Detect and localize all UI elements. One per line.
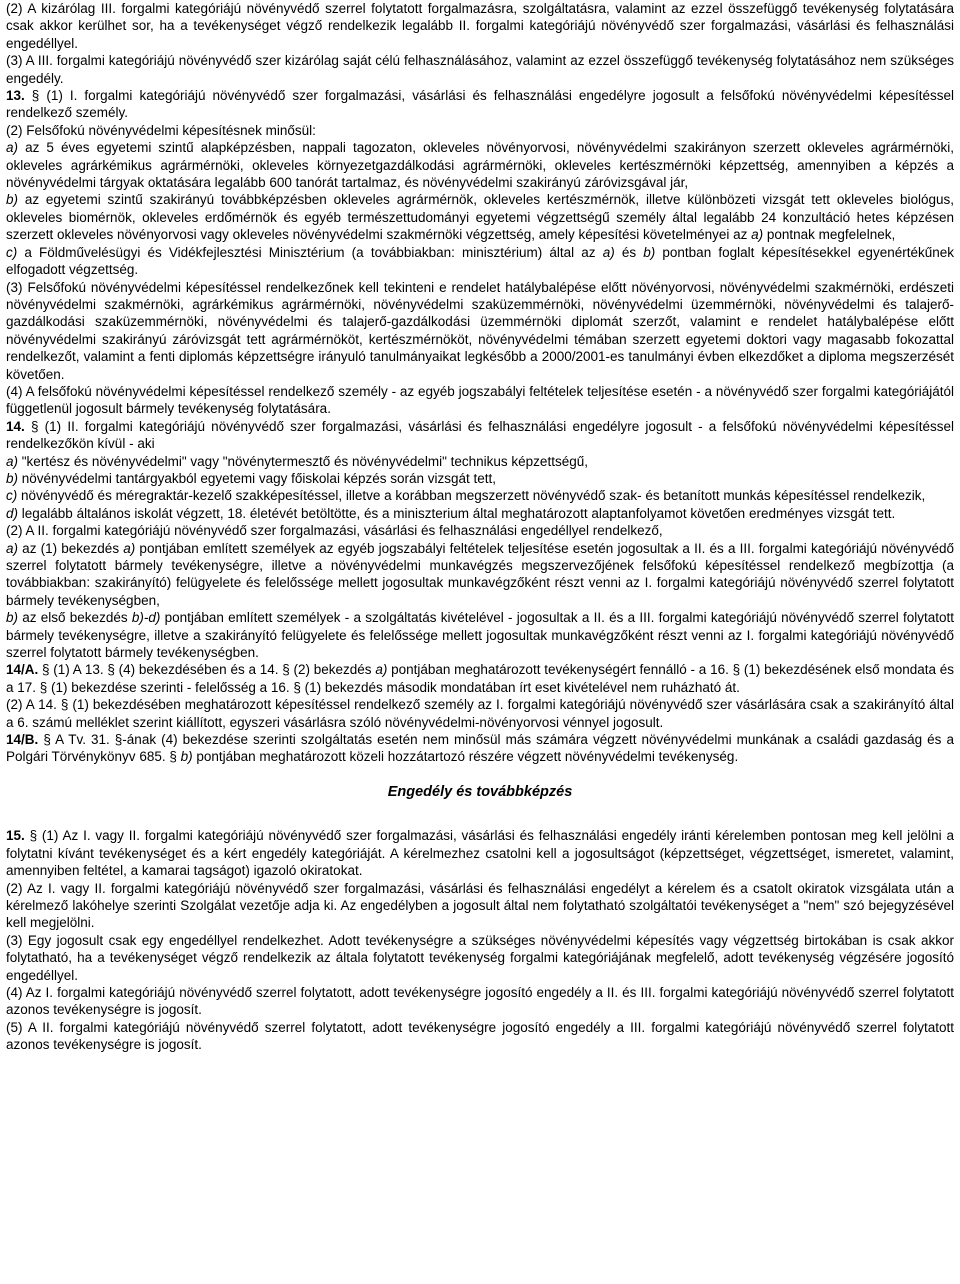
para-15-3-text: (3) Egy jogosult csak egy engedéllyel rendelkezhet. Adott tevékenységre a szükséges növényvédelmi képesítés vagy végzettség birtokában is csak akkor folytatható, ha a tevékenységet végző rendelkezik az általa folytatott tevékenység forgalmi kategóriájának megfelelő, adott tevékenység végzésére jogosító engedéllyel. xyxy=(6,932,954,983)
para-14a-1-text: § (1) A 13. § (4) bekezdésében és a 14. § (2) bekezdés xyxy=(38,662,376,678)
para-12-2 xyxy=(6,0,954,52)
para-12-3-text: (3) A III. forgalmi kategóriájú növényvédő szer kizárólag saját célú felhasználásához, valamint az ezzel összefüggő tevékenység folytatásához nem szükséges engedély. xyxy=(6,53,954,86)
para-14-2-b-text: b)-d) xyxy=(131,610,161,626)
para-13-2-b xyxy=(6,191,954,243)
para-14b-text: § A Tv. 31. §-ának (4) bekezdése szerinti szolgáltatás esetén nem minősül más számára végzett növényvédelmi munkának a családi gazdaság és a Polgári Törvénykönyv 685. § xyxy=(6,732,954,765)
para-14-1-d-text: legalább általános iskolát végzett, 18. életévét betöltötte, és a miniszterium által meghatározott alaptanfolyamot követően eredményes vizsgát tett. xyxy=(18,505,896,521)
para-13-2-b-text: az egyetemi szintű szakirányú továbbképzésben okleveles agrármérnök, okleveles kertészmérnök, illetve különbözeti vizsgát tett okleveles biológus, okleveles biomérnök, okleveles erdőmérnök és egyéb természettudományi egyetemi végzettségű személy által legalább 24 konzultáció hetes képzésen szerzett okleveles növényorvosi vagy okleveles növényvédelmi szakmérnöki végzettség, amely képesítési követelményei az xyxy=(6,192,954,243)
para-14-2-b xyxy=(6,609,954,661)
para-14-2 xyxy=(6,522,954,539)
para-14-1-text: § (1) II. forgalmi kategóriájú növényvédő szer forgalmazási, vásárlási és felhasználási engedélyre jogosult - a felsőfokú növényvédelmi képesítéssel rendelkezőkön kívül - aki xyxy=(6,418,954,452)
para-13-2-a xyxy=(6,139,954,191)
para-15-1 xyxy=(6,827,954,879)
para-13-3-text: (3) Felsőfokú növényvédelmi képesítéssel rendelkezőnek kell tekinteni e rendelet hatálybalépése előtt növényorvosi, növényvédelmi szakmérnöki, erdészeti növényvédelmi szakmérnöki, agrárkémikus agrármérnöki, növényvédelmi szaküzemmérnöki, növényvédelmi üzemmérnöki, növényvédelmi és talajerő-gazdálkodási szaküzemmérnöki, növényvédelmi és talajerő-gazdálkodási üzemmérnöki diplomát szerzőt, valamint e rendelet hatálybalépése előtt növényvédelmi szakirányú záróvizsgát tett agrármérnököt, kertészmérnököt, növényvédelmi témában szerzett egyetemi doktori vagy magasabb fokozattal rendelkezőt, valamint a fenti diplomás képzettségre irányuló tanulmányaikat legkésőbb a 2000/2001-es tanulmányi évben elkezdőket a diploma megszerzését követően. xyxy=(6,279,954,382)
para-14-2-a-text: a) xyxy=(123,540,136,556)
para-15-3 xyxy=(6,932,954,984)
document-body xyxy=(6,0,954,766)
para-13-2-a-text: az 5 éves egyetemi szintű alapképzésben, nappali tagozaton, okleveles növényorvosi, növényvédelmi szakirányon szerzett okleveles agrármérnöki, okleveles agrárkémikus agrármérnöki, okleveles környezetgazdálkodási agrármérnöki, okleveles kertészmérnöki képzettség, amennyiben a képzés a növényvédelmi tárgyak oktatására legalább 600 tanórát tartalmaz, és növényvédelmi szakirányú záróvizsgával jár, xyxy=(6,140,954,191)
para-13-3 xyxy=(6,279,954,383)
para-15-2 xyxy=(6,880,954,932)
para-14b-text: pontjában meghatározott közeli hozzátartozó részére végzett növényvédelmi tevékenység. xyxy=(192,749,739,765)
para-15-4 xyxy=(6,984,954,1019)
para-14-1-text: 14. xyxy=(6,418,25,434)
para-13-2-c-text: b) xyxy=(643,244,656,260)
para-15-1-text: 15. xyxy=(6,828,25,844)
para-15-5-text: (5) A II. forgalmi kategóriájú növényvédő szerrel folytatott, adott tevékenységre jogosító engedély a III. forgalmi kategóriájú növényvédő szerrel folytatott azonos tevékenységre is jogosít. xyxy=(6,1019,954,1053)
para-13-2-b-text: pontnak megfelelnek, xyxy=(763,227,896,243)
para-13-4-text: (4) A felsőfokú növényvédelmi képesítéssel rendelkező személy - az egyéb jogszabályi feltételek teljesítése esetén - a növényvédő szer forgalmi kategóriájától függetlenül jogosult bármely tevékenység folytatására. xyxy=(6,383,954,417)
para-12-3 xyxy=(6,52,954,87)
para-13-2-b-text: a) xyxy=(751,227,764,243)
para-15-1-text: § (1) Az I. vagy II. forgalmi kategóriájú növényvédő szer forgalmazási, vásárlási és felhasználási engedély iránti kérelemben pontosan meg kell jelölni a folytatni kívánt tevékenységet és a kért engedély kategóriáját. A kérelmezhez csatolni kell a jogosultságot (képzettséget, végzettséget, ismeretet, valamint, amennyiben feltétel, a kamarai tagságot) igazoló okiratokat. xyxy=(6,828,954,879)
para-13-2-c-text: pontban foglalt képesítésekkel egyenértékűnek elfogadott végzettség. xyxy=(6,244,954,278)
para-14-2-b-text: b) xyxy=(6,610,19,626)
para-13-2-c-text: és xyxy=(614,244,644,260)
para-14-1-b-text: b) xyxy=(6,470,19,486)
para-14-1 xyxy=(6,418,954,453)
para-14a-2-text: (2) A 14. § (1) bekezdésében meghatározott képesítéssel rendelkező személy az I. forgalmi kategóriájú növényvédő szer vásárlására csak a szakirányító által a 6. számú melléklet szerint kiállított, egyszeri vásárlásra szóló növényvédelmi-növényorvosi vénnyel jogosult. xyxy=(6,697,954,730)
para-13-1-text: 13. xyxy=(6,88,25,104)
para-14b xyxy=(6,731,954,766)
para-14-2-a-text: a) xyxy=(6,540,19,556)
para-14-1-a xyxy=(6,453,954,470)
para-14-2-text: (2) A II. forgalmi kategóriájú növényvédő szer forgalmazási, vásárlási és felhasználási engedéllyel rendelkező, xyxy=(6,523,663,539)
para-14-1-c-text: c) xyxy=(6,488,18,504)
para-14-1-b xyxy=(6,470,954,487)
para-13-2-a-text: a) xyxy=(6,140,19,156)
para-14-1-c xyxy=(6,487,954,504)
para-13-2-text: (2) Felsőfokú növényvédelmi képesítésnek minősül: xyxy=(6,122,316,138)
para-14a-1-text: 14/A. xyxy=(6,662,39,678)
para-13-2-c-text: a Földművelésügyi és Vidékfejlesztési Minisztérium (a továbbiakban: minisztérium) által az xyxy=(17,244,603,260)
para-15-5 xyxy=(6,1019,954,1054)
document-body-continued xyxy=(6,827,954,1053)
para-14-1-a-text: "kertész és növényvédelmi" vagy "növénytermesztő és növényvédelmi" technikus képzettségű, xyxy=(18,453,588,469)
para-12-2-text: (2) A kizárólag III. forgalmi kategóriájú növényvédő szerrel folytatott forgalmazásra, szolgáltatásra, valamint az ezzel összefüggő tevékenység folytatására csak akkor kerülhet sor, ha a tevékenységet végző rendelkezik legalább II. forgalmi kategóriájú növényvédő szer forgalmazási, vásárlási és felhasználási engedéllyel. xyxy=(6,1,954,51)
para-14-2-b-text: az első bekezdés xyxy=(18,610,132,626)
para-13-2-b-text: b) xyxy=(6,192,19,208)
para-14-1-a-text: a) xyxy=(6,453,19,469)
para-13-2-c-text: c) xyxy=(6,244,18,260)
para-14-2-a xyxy=(6,540,954,610)
para-14-1-d-text: d) xyxy=(6,505,19,521)
para-13-1-text: § (1) I. forgalmi kategóriájú növényvédő szer forgalmazási, vásárlási és felhasználási engedélyre jogosult a felsőfokú növényvédelmi képesítéssel rendelkező személy. xyxy=(6,88,954,121)
para-14a-1 xyxy=(6,661,954,696)
para-14-2-a-text: pontjában említett személyek az egyéb jogszabályi feltételek teljesítése esetén jogosultak a II. és a III. forgalmi kategóriájú növényvédő szerrel folytatott bármely tevékenységre, illetve a növényvédelmi munkavégzés megszervezőjének felsőfokú képesítéssel rendelkező megbízottja (a továbbiakban: szakirányító) felügyelete és felelőssége mellett jogosultak munkavégzőként részt venni az I. forgalmi kategóriájú növényvédő szerrel folytatott bármely tevékenységben, xyxy=(6,540,954,608)
para-13-2 xyxy=(6,122,954,139)
para-13-2-c xyxy=(6,244,954,279)
para-14-1-d xyxy=(6,505,954,522)
para-13-2-c-text: a) xyxy=(602,244,615,260)
section-heading: Engedély és továbbképzés xyxy=(387,783,573,800)
para-14b-text: b) xyxy=(180,749,193,765)
para-13-4 xyxy=(6,383,954,418)
para-13-1 xyxy=(6,87,954,122)
para-14-2-b-text: pontjában említett személyek - a szolgáltatás kivételével - jogosultak a II. és a III. forgalmi kategóriájú növényvédő szerrel folytatott bármely tevékenységre, illetve a szakirányító felügyelete és felelőssége mellett jogosultak munkavégzőként részt venni az I. forgalmi kategóriájú növényvédő szerrel folytatott bármely tevékenységben. xyxy=(6,610,954,661)
para-14-1-c-text: növényvédő és méregraktár-kezelő szakképesítéssel, illetve a korábban megszerzett növényvédő szak- és betanított munkás képesítéssel rendelkezik, xyxy=(17,488,926,504)
para-15-4-text: (4) Az I. forgalmi kategóriájú növényvédő szerrel folytatott, adott tevékenységre jogosító engedély a II. és III. forgalmi kategóriájú növényvédő szerrel folytatott azonos tevékenységre is jogosít. xyxy=(6,984,954,1018)
para-14a-1-text: a) xyxy=(375,662,388,678)
para-15-2-text: (2) Az I. vagy II. forgalmi kategóriájú növényvédő szer forgalmazási, vásárlási és felhasználási engedélyt a kérelem és a csatolt okiratok vizsgálata után a kérelmező lakóhelye szerinti Szolgálat vezetője adja ki. Az engedélyben a jogosult által nem folytatható szolgáltatói tevékenységet a "nem" szó bejegyzésével kell megjelölni. xyxy=(6,880,954,931)
para-14-2-a-text: az (1) bekezdés xyxy=(18,540,124,556)
para-14b-text: 14/B. xyxy=(6,732,39,748)
para-14a-2 xyxy=(6,696,954,731)
para-14-1-b-text: növényvédelmi tantárgyakból egyetemi vagy főiskolai képzés során vizsgát tett, xyxy=(18,470,497,486)
para-14a-1-text: pontjában meghatározott tevékenységért fennálló - a 16. § (1) bekezdésének első mondata és a 17. § (1) bekezdése szerinti - felelősség a 16. § (1) bekezdés második mondatában írt eset kivételével nem ruházható át. xyxy=(6,662,954,695)
